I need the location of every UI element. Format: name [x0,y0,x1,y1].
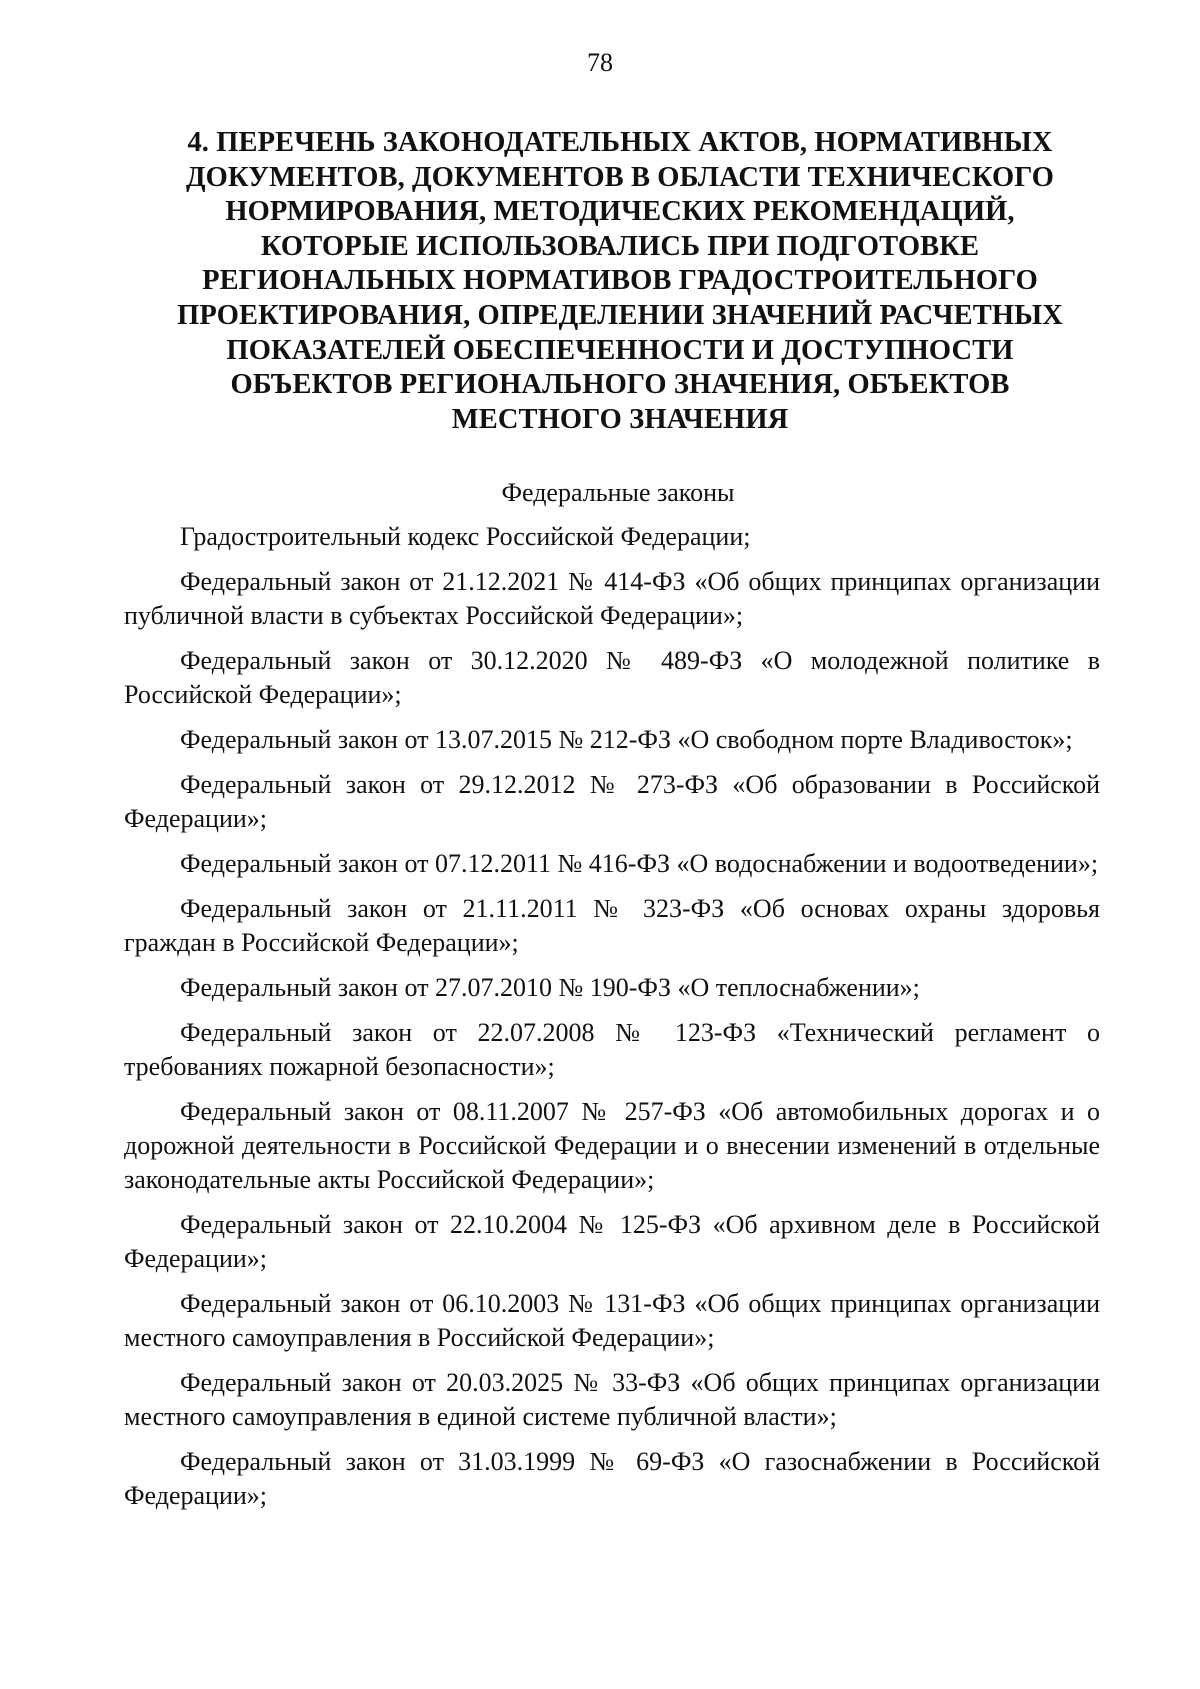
page-number: 78 [587,48,613,77]
heading-line: МЕСТНОГО ЗНАЧЕНИЯ [451,403,789,435]
heading-line: ОБЪЕКТОВ РЕГИОНАЛЬНОГО ЗНАЧЕНИЯ, ОБЪЕКТОВ [230,369,1010,401]
law-entry: Федеральный закон от 20.03.2025 № 33-ФЗ «Об общих принципах организации местного самоуправления в единой системе публичной власти»; [124,1368,1100,1431]
law-entry: Федеральный закон от 08.11.2007 № 257-ФЗ «Об автомобильных дорогах и о дорожной деятельности в Российской Федерации и о внесении изменений в отдельные законодательные акты Российской Федерации»; [124,1097,1100,1194]
section-heading [160,126,1080,437]
law-entry: Федеральный закон от 22.07.2008 № 123-ФЗ «Технический регламент о требованиях пожарной безопасности»; [124,1018,1100,1081]
heading-line: КОТОРЫЕ ИСПОЛЬЗОВАЛИСЬ ПРИ ПОДГОТОВКЕ [260,230,980,262]
law-entry: Федеральный закон от 21.12.2021 № 414-ФЗ «Об общих принципах организации публичной власти в субъектах Российской Федерации»; [124,567,1100,630]
law-entry: Федеральный закон от 29.12.2012 № 273-ФЗ «Об образовании в Российской Федерации»; [124,770,1100,833]
heading-line: 4. ПЕРЕЧЕНЬ ЗАКОНОДАТЕЛЬНЫХ АКТОВ, НОРМАТИВНЫХ [187,127,1053,158]
heading-line: РЕГИОНАЛЬНЫХ НОРМАТИВОВ ГРАДОСТРОИТЕЛЬНОГО [202,265,1038,297]
law-entry: Федеральный закон от 22.10.2004 № 125-ФЗ «Об архивном деле в Российской Федерации»; [124,1210,1100,1273]
law-entry: Федеральный закон от 13.07.2015 № 212-ФЗ «О свободном порте Владивосток»; [180,725,1073,754]
subsection-title: Федеральные законы [501,478,735,507]
heading-line: НОРМИРОВАНИЯ, МЕТОДИЧЕСКИХ РЕКОМЕНДАЦИЙ, [225,196,1015,228]
law-entry: Федеральный закон от 07.12.2011 № 416-ФЗ «О водоснабжении и водоотведении»; [180,849,1099,878]
law-entry: Федеральный закон от 21.11.2011 № 323-ФЗ «Об основах охраны здоровья граждан в Российской Федерации»; [124,894,1100,957]
law-entry: Федеральный закон от 30.12.2020 № 489-ФЗ «О молодежной политике в Российской Федерации»; [124,646,1100,709]
heading-line: ПОКАЗАТЕЛЕЙ ОБЕСПЕЧЕННОСТИ И ДОСТУПНОСТИ [226,334,1014,366]
law-list [124,520,1100,1524]
heading-line: ПРОЕКТИРОВАНИЯ, ОПРЕДЕЛЕНИИ ЗНАЧЕНИЙ РАСЧЕТНЫХ [177,299,1063,331]
law-entry: Федеральный закон от 31.03.1999 № 69-ФЗ «О газоснабжении в Российской Федерации»; [124,1447,1100,1510]
law-entry: Градостроительный кодекс Российской Федерации; [180,522,751,551]
heading-line: ДОКУМЕНТОВ, ДОКУМЕНТОВ В ОБЛАСТИ ТЕХНИЧЕСКОГО [185,161,1055,193]
law-entry: Федеральный закон от 06.10.2003 № 131-ФЗ «Об общих принципах организации местного самоуправления в Российской Федерации»; [124,1289,1100,1352]
law-entry: Федеральный закон от 27.07.2010 № 190-ФЗ «О теплоснабжении»; [180,973,920,1002]
